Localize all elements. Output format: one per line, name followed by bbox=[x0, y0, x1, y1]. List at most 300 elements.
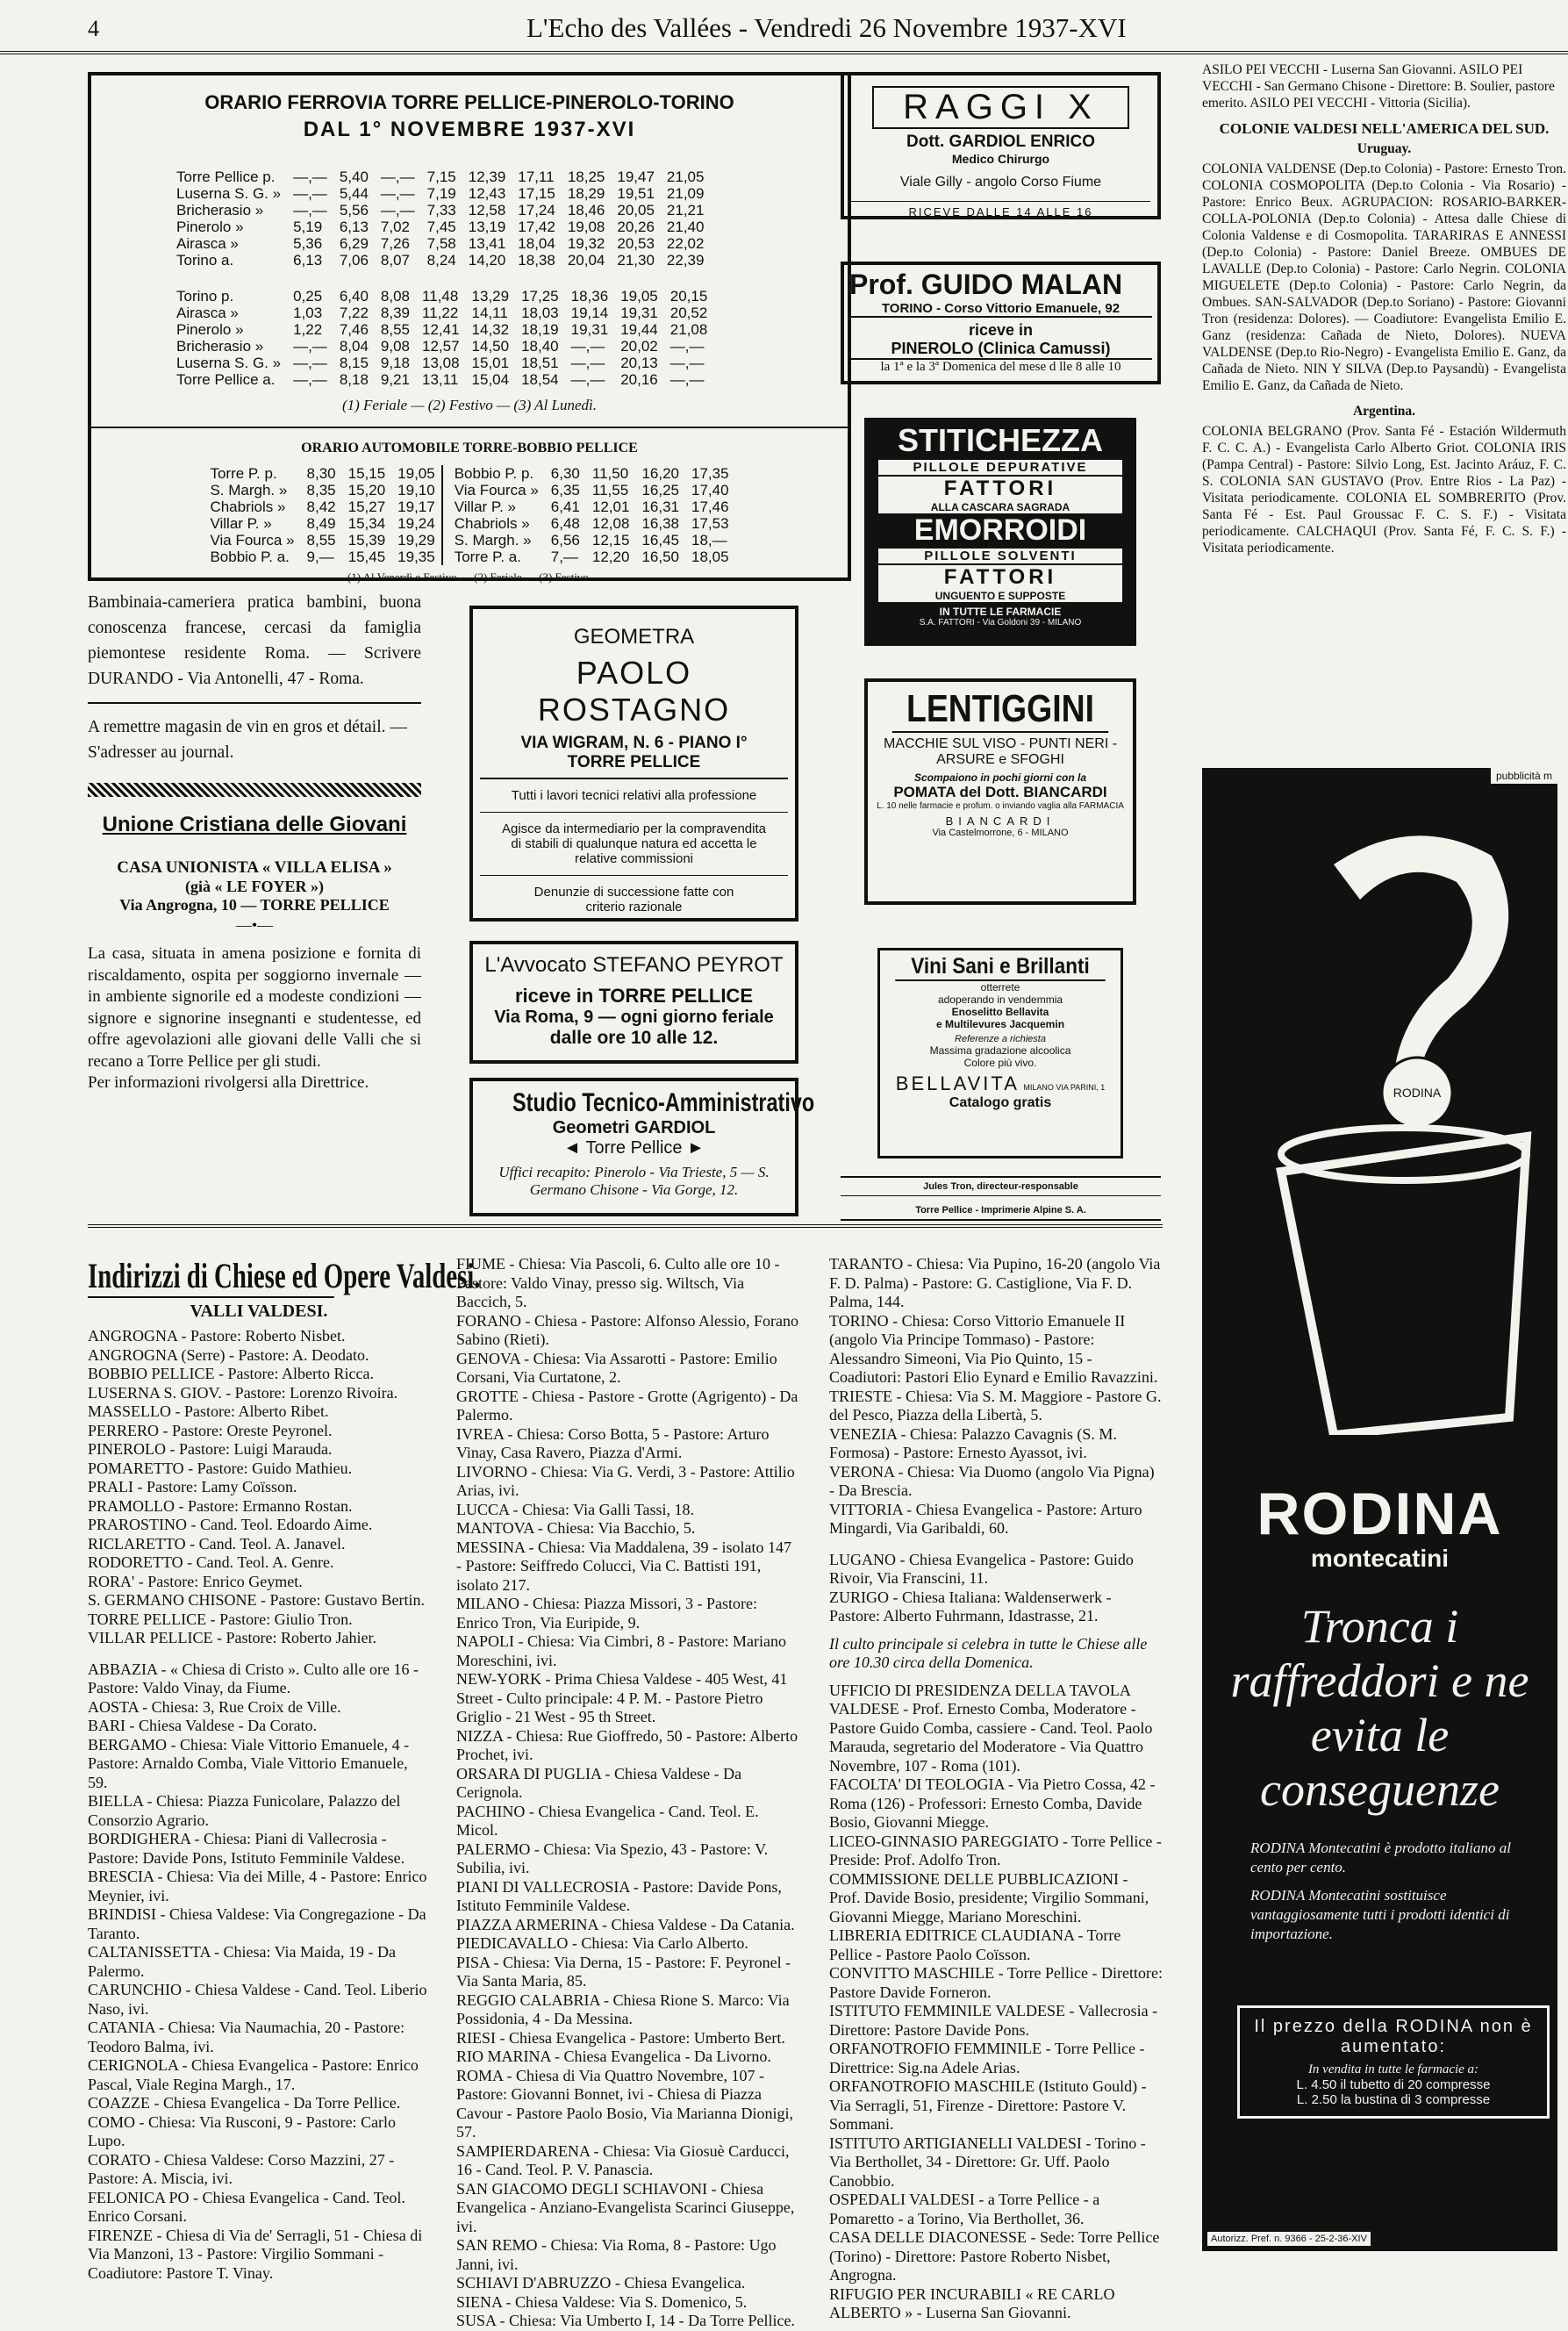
table-row bbox=[170, 321, 713, 338]
table-cell: 1,03 bbox=[293, 305, 323, 321]
table-cell: 19,24 bbox=[397, 515, 435, 532]
table-cell: 8,18 bbox=[339, 371, 369, 388]
list-item: IVREA - Chiesa: Corso Botta, 5 - Pastore: Arturo Vinay, Casa Ravero, Piazza d'Armi. bbox=[456, 1424, 770, 1461]
unione-foyer: (già « LE FOYER ») bbox=[184, 878, 324, 895]
list-item: S. GERMANO CHISONE - Pastore: Gustavo Bertin. bbox=[88, 1591, 425, 1609]
list-chiese-a bbox=[88, 1660, 430, 2284]
table-cell: Torre Pellice p. bbox=[176, 169, 276, 185]
arrow-left-icon: ◄ bbox=[563, 1138, 586, 1158]
imprint bbox=[841, 1176, 1161, 1221]
table-cell: 6,48 bbox=[550, 515, 580, 532]
list-item: RORA' - Pastore: Enrico Geymet. bbox=[88, 1572, 303, 1590]
table-cell: 17,40 bbox=[691, 482, 729, 498]
lentiggini-symptoms: MACCHIE SUL VISO - PUNTI NERI - ARSURE e SFOGHI bbox=[883, 736, 1118, 767]
table-cell: 19,05 bbox=[620, 288, 658, 305]
ad-raggi bbox=[841, 72, 1161, 219]
vini-title: Vini Sani e Brillanti bbox=[895, 954, 1105, 981]
list-item: BERGAMO - Chiesa: Viale Vittorio Emanuele, 4 - Pastore: Arnaldo Comba, Viale Vittorio Emanuele, 59. bbox=[88, 1735, 410, 1791]
geometra-line1: Tutti i lavori tecnici relativi alla professione bbox=[480, 779, 788, 813]
rail-subtitle: DAL 1° NOVEMBRE 1937-XVI bbox=[303, 118, 636, 141]
table-cell: 16,20 bbox=[641, 465, 679, 482]
table-cell: 20,52 bbox=[669, 305, 708, 321]
rail-table-return bbox=[170, 288, 713, 388]
table-cell: 14,50 bbox=[471, 338, 510, 355]
lentiggini-title: LENTIGGINI bbox=[892, 687, 1109, 733]
table-cell: 20,04 bbox=[567, 252, 605, 269]
malan-address: TORINO - Corso Vittorio Emanuele, 92 bbox=[849, 301, 1152, 318]
list-item: NIZZA - Chiesa: Rue Gioffredo, 50 - Pastore: Alberto Prochet, ivi. bbox=[456, 1726, 798, 1763]
table-cell: 9,— bbox=[306, 549, 334, 565]
table-row bbox=[448, 549, 735, 565]
table-cell: 19,29 bbox=[397, 532, 435, 549]
rail-timetable bbox=[88, 72, 851, 584]
table-row bbox=[170, 219, 710, 235]
table-cell: 0,25 bbox=[293, 288, 323, 305]
table-row bbox=[204, 498, 441, 515]
right-column-text bbox=[1202, 61, 1566, 556]
lentiggini-product: POMATA del Dott. BIANCARDI bbox=[893, 784, 1107, 800]
table-cell: 18,40 bbox=[521, 338, 559, 355]
table-cell: 11,55 bbox=[591, 482, 629, 498]
table-cell: 8,55 bbox=[380, 321, 410, 338]
table-cell: —,— bbox=[293, 185, 327, 202]
rail-table-outbound bbox=[170, 169, 710, 269]
malan-days: la 1ª e la 3ª Domenica del mese d lle 8 alle 10 bbox=[849, 358, 1152, 375]
table-row bbox=[170, 185, 710, 202]
geometra-address: VIA WIGRAM, N. 6 - PIANO I° bbox=[520, 734, 748, 752]
list-item: ORSARA DI PUGLIA - Chiesa Valdese - Da Cerignola. bbox=[456, 1764, 742, 1801]
table-cell: 17,11 bbox=[518, 169, 555, 185]
list-item: ISTITUTO ARTIGIANELLI VALDESI - Torino - Via Berthollet, 34 - Direttore: Gr. Uff. Paolo Canobbio. bbox=[829, 2134, 1146, 2190]
table-row bbox=[204, 515, 441, 532]
rodina-slogan: Tronca i raffreddori e ne evita le conseguenze bbox=[1230, 1600, 1529, 1816]
table-cell: 13,41 bbox=[468, 235, 506, 252]
table-cell: 17,24 bbox=[518, 202, 555, 219]
uruguay-list: COLONIA VALDENSE (Dep.to Colonia) - Pastore: Ernesto Tron. COLONIA COSMOPOLITA (Dep.to Colonia - Via Rosario) - Pastore: Enrico Beux. AGRUPACION: ROSARIO-BARKER-COLLA-POLONIA (Dep.to Colonia) - Attesa dalle Chiese di Colonia Valdense e di Cosmopolita. TARARIRAS E ANNESSI (Dep.to Colonia) - Pastore: Daniel Breeze. OMBUES DE LAVALLE (Dep.to Colonia) - Pastore: Carlo Negrin. COLONIA MIGUELETE (Dep.to Colonia) - Pastore: Carlo Negrin, da Ombues. SAN-SALVADOR (Dep.to Soriano) - Pastore: Giovanni Tron (residenza: Dolores). — Coadiutore: Evangelista Emilio E. Ganz (residenza: Cañada de Nieto, Dolores). NUEVA VALDENSE (Dep.to Rio-Negro) - Evangelista Emilio E. Ganz, da Cañada de Nieto. NIN Y SILVA (Dep.to Paysandù) - Evangelista Emilio E. Ganz, da Cañada de Nieto. bbox=[1202, 161, 1566, 393]
list-item: BOBBIO PELLICE - Pastore: Alberto Ricca. bbox=[88, 1365, 374, 1382]
table-cell: Pinerolo » bbox=[176, 321, 244, 338]
table-row bbox=[170, 338, 713, 355]
fattori-farmacie: IN TUTTE LE FARMACIE bbox=[939, 606, 1062, 618]
ad-studio bbox=[469, 1078, 815, 1216]
list-item: CASA DELLE DIACONESSE - Sede: Torre Pellice (Torino) - Direttore: Pastore Roberto Nisbet, Angrogna. bbox=[829, 2228, 1160, 2284]
list-item: CORATO - Chiesa Valdese: Corso Mazzini, 27 - Pastore: A. Miscia, ivi. bbox=[88, 2150, 395, 2187]
list-item: OSPEDALI VALDESI - a Torre Pellice - a Pomaretto - a Torino, Via Berthollet, 36. bbox=[829, 2191, 1100, 2227]
ad-vini bbox=[877, 948, 1123, 1158]
culto-note: Il culto principale si celebra in tutte le Chiese alle ore 10.30 circa della Domenica. bbox=[829, 1634, 1148, 1671]
table-cell: —,— bbox=[293, 202, 327, 219]
table-cell: 19,35 bbox=[397, 549, 435, 565]
table-cell: 13,29 bbox=[471, 288, 510, 305]
table-cell: 18,36 bbox=[570, 288, 609, 305]
table-cell: Villar P. » bbox=[454, 498, 516, 515]
raggi-title: RAGGI X bbox=[872, 86, 1129, 129]
table-cell: —,— bbox=[293, 371, 327, 388]
table-cell: 12,15 bbox=[591, 532, 630, 549]
rodina-brand: RODINA bbox=[1257, 1481, 1503, 1547]
table-cell: 8,04 bbox=[339, 338, 369, 355]
list-item: CARUNCHIO - Chiesa Valdese - Cand. Teol. Liberio Naso, ivi. bbox=[88, 1981, 427, 2018]
table-cell: Torre Pellice a. bbox=[176, 371, 276, 388]
list-item: SUSA - Chiesa: Via Umberto I, 14 - Da Torre Pellice. bbox=[456, 2312, 795, 2329]
studio-title: Studio Tecnico-Amministrativo bbox=[512, 1088, 815, 1117]
fattori-cascara: ALLA CASCARA SAGRADA bbox=[878, 501, 1122, 513]
table-cell: 19,05 bbox=[397, 465, 435, 482]
list-item: TORINO - Chiesa: Corso Vittorio Emanuele II (angolo Via Principe Tommaso) - Pastore: Alessandro Simeoni, Via Pio Quinto, 15 - Coadiutori: Pastori Elio Eynard e Emilio Ravazzini. bbox=[829, 1311, 1158, 1386]
table-cell: 12,01 bbox=[591, 498, 630, 515]
table-cell: 7,— bbox=[550, 549, 578, 565]
table-cell: 6,35 bbox=[550, 482, 580, 498]
table-cell: Torre P. a. bbox=[454, 549, 521, 565]
table-cell: 21,21 bbox=[666, 202, 705, 219]
peyrot-name: L'Avvocato STEFANO PEYROT bbox=[484, 953, 784, 977]
table-cell: 12,20 bbox=[591, 549, 630, 565]
table-row bbox=[448, 465, 735, 482]
table-cell: Chabriols » bbox=[454, 515, 530, 532]
table-cell: —,— bbox=[380, 202, 415, 219]
list-item: VENEZIA - Chiesa: Palazzo Cavagnis (S. M. Formosa) - Pastore: Ernesto Ayassot, ivi. bbox=[829, 1424, 1117, 1461]
table-cell: Pinerolo » bbox=[176, 219, 244, 235]
fattori-address: S.A. FATTORI - Via Goldoni 39 - MILANO bbox=[919, 618, 1082, 628]
table-cell: 9,21 bbox=[380, 371, 410, 388]
list-item: SAN REMO - Chiesa: Via Roma, 8 - Pastore: Ugo Janni, ivi. bbox=[456, 2236, 777, 2273]
table-cell: 19,47 bbox=[617, 169, 655, 185]
vini-catalog: Catalogo gratis bbox=[949, 1095, 1052, 1110]
table-cell: Torino a. bbox=[176, 252, 234, 269]
table-row bbox=[170, 235, 710, 252]
table-cell: 18,05 bbox=[691, 549, 729, 565]
list-item: SAN GIACOMO DEGLI SCHIAVONI - Chiesa Evangelica - Anziano-Evangelista Scarinci Giuseppe, ivi. bbox=[456, 2179, 795, 2235]
malan-clinic: PINEROLO (Clinica Camussi) bbox=[891, 340, 1111, 357]
table-cell: 8,08 bbox=[380, 288, 410, 305]
page-header bbox=[0, 0, 1568, 54]
vini-l6: Referenze a richiesta bbox=[955, 1034, 1046, 1044]
table-cell: 18,51 bbox=[521, 355, 559, 371]
table-cell: —,— bbox=[669, 371, 705, 388]
rodina-text2: RODINA Montecatini sostituisce vantaggiosamente tutti i prodotti identici di importazione. bbox=[1250, 1887, 1510, 1942]
table-cell: —,— bbox=[380, 169, 415, 185]
table-cell: 6,40 bbox=[339, 288, 369, 305]
list-item: SAMPIERDARENA - Chiesa: Via Giosuè Carducci, 16 - Cand. Teol. P. V. Panascia. bbox=[456, 2141, 790, 2178]
list-item: BRESCIA - Chiesa: Via dei Mille, 4 - Pastore: Enrico Meynier, ivi. bbox=[88, 1868, 427, 1904]
table-cell: 19,10 bbox=[397, 482, 435, 498]
newspaper-title: L'Echo des Vallées - Vendredi 26 Novembre 1937-XVI bbox=[526, 12, 1127, 43]
table-row bbox=[170, 371, 713, 388]
list-item: ISTITUTO FEMMINILE VALDESE - Vallecrosia - Direttore: Pastore Davide Pons. bbox=[829, 2002, 1158, 2039]
table-cell: 22,39 bbox=[666, 252, 705, 269]
ad-bambinaia: Bambinaia-cameriera pratica bambini, buona conoscenza francese, cercasi da famiglia piemontese residente Roma. — Scrivere DURANDO - Via Antonelli, 47 - Roma. bbox=[88, 593, 421, 688]
table-cell: Villar P. » bbox=[210, 515, 272, 532]
table-cell: Bobbio P. a. bbox=[210, 549, 290, 565]
raggi-address: Viale Gilly - angolo Corso Fiume bbox=[899, 175, 1102, 190]
table-cell: 8,35 bbox=[306, 482, 336, 498]
table-cell: 16,50 bbox=[641, 549, 679, 565]
table-cell: 7,58 bbox=[426, 235, 456, 252]
unione-casa: CASA UNIONISTA « VILLA ELISA » bbox=[117, 858, 392, 877]
vini-l7: Massima gradazione alcoolica bbox=[929, 1044, 1071, 1057]
table-cell: 15,45 bbox=[347, 549, 386, 565]
vini-l5: e Multilevures Jacquemin bbox=[935, 1018, 1065, 1030]
list-item: ROMA - Chiesa di Via Quattro Novembre, 107 - Pastore: Giovanni Bonnet, ivi - Chiesa di Piazza Cavour - Pastore Paolo Bosio, Via Marianna Dionigi, 57. bbox=[456, 2066, 794, 2141]
fattori-unguento: UNGUENTO E SUPPOSTE bbox=[878, 590, 1122, 602]
malan-name: Prof. GUIDO MALAN bbox=[849, 269, 1123, 300]
list-item: LIVORNO - Chiesa: Via G. Verdi, 3 - Pastore: Attilio Arias, ivi. bbox=[456, 1462, 795, 1499]
table-cell: 8,07 bbox=[380, 252, 410, 269]
imprint-director: Jules Tron, directeur-responsable bbox=[841, 1176, 1161, 1196]
rodina-pill-label: RODINA bbox=[1393, 1086, 1442, 1100]
studio-city: Torre Pellice bbox=[585, 1138, 683, 1158]
ad-geometra bbox=[469, 606, 798, 922]
list-item: COMMISSIONE DELLE PUBBLICAZIONI - Prof. Davide Bosio, presidente; Virgilio Sommani, Giovanni Miegge, Mariano Moreschini. bbox=[829, 1869, 1149, 1926]
table-row bbox=[204, 465, 441, 482]
table-cell: 15,15 bbox=[347, 465, 386, 482]
peyrot-line3: dalle ore 10 alle 12. bbox=[549, 1028, 719, 1048]
argentina-list: COLONIA BELGRANO (Prov. Santa Fé - Estación Wildermuth F. C. C. A.) - Evangelista Carlo Alberto Griot. COLONIA IRIS (Pampa Central) - Pastore: Silvio Long, Est. Jacinto Aráuz, F. C. S. COLONIA SAN GUSTAVO (Prov. Entre Rios - La Paz) - Visitata periodicamente. COLONIA EL SOMBRERITO (Prov. Santa Fé - Est. Paul Groussac F. C. S. F.) - Visitata periodicamente. CALCHAQUI (Prov. Santa Fé, F. C. S. F.) - Visitata periodicamente. bbox=[1202, 424, 1566, 556]
table-row bbox=[170, 169, 710, 185]
list-item: LUSERNA S. GIOV. - Pastore: Lorenzo Rivoira. bbox=[88, 1383, 398, 1402]
list-item: BARI - Chiesa Valdese - Da Corato. bbox=[88, 1717, 318, 1734]
vini-l8: Colore più vivo. bbox=[963, 1057, 1037, 1069]
geometra-line2: Agisce da intermediario per la compravendita di stabili di qualunque natura ed accetta le relative commissioni bbox=[480, 813, 788, 876]
rodina-tag: pubblicità m bbox=[1491, 768, 1557, 784]
table-row bbox=[204, 532, 441, 549]
list-estero bbox=[829, 1551, 1163, 1626]
list-item: COMO - Chiesa: Via Rusconi, 9 - Pastore: Carlo Lupo. bbox=[88, 2112, 397, 2149]
page-number: 4 bbox=[88, 16, 99, 41]
fattori-brand2: FATTORI bbox=[878, 565, 1122, 590]
table-cell: 8,24 bbox=[426, 252, 456, 269]
list-item: ORFANOTROFIO MASCHILE (Istituto Gould) - Via Serragli, 51, Firenze - Direttore: Pastore V. Sommani. bbox=[829, 2077, 1147, 2133]
table-cell: 18,03 bbox=[521, 305, 559, 321]
list-item: RODORETTO - Cand. Teol. A. Genre. bbox=[88, 1553, 334, 1571]
list-item: ANGROGNA - Pastore: Roberto Nisbet. bbox=[88, 1327, 346, 1345]
rodina-price-l1: In vendita in tutte le farmacie a: bbox=[1307, 2062, 1479, 2076]
table-cell: Torino p. bbox=[176, 288, 234, 305]
list-item: LUCCA - Chiesa: Via Galli Tassi, 18. bbox=[456, 1500, 694, 1518]
unione-title: Unione Cristiana delle Giovani bbox=[102, 813, 407, 836]
list-item: GROTTE - Chiesa - Pastore - Grotte (Agrigento) - Da Palermo. bbox=[456, 1387, 798, 1424]
table-cell: 18,38 bbox=[518, 252, 555, 269]
table-row bbox=[204, 482, 441, 498]
bus-table-outbound bbox=[204, 465, 442, 565]
list-item: PACHINO - Chiesa Evangelica - Cand. Teol. E. Micol. bbox=[456, 1802, 759, 1839]
rail-title: ORARIO FERROVIA TORRE PELLICE-PINEROLO-TORINO bbox=[204, 91, 734, 113]
list-item: PRAROSTINO - Cand. Teol. Edoardo Aime. bbox=[88, 1516, 373, 1533]
table-row bbox=[448, 515, 735, 532]
list-item: SCHIAVI D'ABRUZZO - Chiesa Evangelica. bbox=[456, 2274, 746, 2292]
list-item: CALTANISSETTA - Chiesa: Via Maida, 19 - Da Palermo. bbox=[88, 1943, 396, 1980]
list-item: MASSELLO - Pastore: Alberto Ribet. bbox=[88, 1402, 329, 1420]
unione-info: Per informazioni rivolgersi alla Direttrice. bbox=[88, 1073, 369, 1092]
table-cell: 17,15 bbox=[518, 185, 555, 202]
table-row bbox=[170, 202, 710, 219]
table-cell: 16,31 bbox=[641, 498, 679, 515]
list-item: COAZZE - Chiesa Evangelica - Da Torre Pellice. bbox=[88, 2094, 401, 2112]
indirizzi-section bbox=[88, 1255, 1163, 2329]
table-row bbox=[170, 288, 713, 305]
table-cell: —,— bbox=[380, 185, 415, 202]
table-cell: Bobbio P. p. bbox=[454, 465, 534, 482]
geometra-city: TORRE PELLICE bbox=[480, 753, 788, 779]
table-cell: 18,46 bbox=[567, 202, 605, 219]
table-cell: 12,39 bbox=[468, 169, 506, 185]
table-cell: 6,29 bbox=[339, 235, 369, 252]
table-cell: 13,11 bbox=[422, 371, 459, 388]
table-cell: Airasca » bbox=[176, 235, 239, 252]
list-item: CERIGNOLA - Chiesa Evangelica - Pastore: Enrico Pascal, Viale Regina Margh., 17. bbox=[88, 2056, 419, 2093]
table-cell: 15,04 bbox=[471, 371, 510, 388]
list-item: TARANTO - Chiesa: Via Pupino, 16-20 (angolo Via F. D. Palma) - Pastore: G. Castiglione, Via F. D. Palma, 144. bbox=[829, 1255, 1161, 1310]
table-cell: 8,55 bbox=[306, 532, 336, 549]
table-cell: 12,41 bbox=[422, 321, 460, 338]
table-cell: —,— bbox=[570, 371, 605, 388]
table-cell: —,— bbox=[669, 355, 705, 371]
table-cell: 19,31 bbox=[620, 305, 658, 321]
table-cell: 20,53 bbox=[617, 235, 655, 252]
table-cell: 14,11 bbox=[471, 305, 508, 321]
section-rule bbox=[88, 1224, 1163, 1228]
table-cell: 19,44 bbox=[620, 321, 658, 338]
list-item: RIFUGIO PER INCURABILI « RE CARLO ALBERTO » - Luserna San Giovanni. bbox=[829, 2284, 1115, 2321]
list-item: CATANIA - Chiesa: Via Naumachia, 20 - Pastore: Teodoro Balma, ivi. bbox=[88, 2019, 405, 2055]
list-item: ANGROGNA (Serre) - Pastore: A. Deodato. bbox=[88, 1345, 369, 1364]
table-cell: 20,16 bbox=[620, 371, 658, 388]
vini-l4: Enoselitto Bellavita bbox=[951, 1006, 1049, 1018]
table-cell: 11,50 bbox=[591, 465, 629, 482]
rodina-authorization: Autorizz. Pref. n. 9366 - 25-2-36-XIV bbox=[1207, 2232, 1371, 2246]
list-item: PINEROLO - Pastore: Luigi Marauda. bbox=[88, 1440, 333, 1458]
table-cell: 16,45 bbox=[641, 532, 679, 549]
table-cell: Luserna S. G. » bbox=[176, 185, 282, 202]
table-cell: 5,44 bbox=[339, 185, 369, 202]
list-item: BIELLA - Chiesa: Piazza Funicolare, Palazzo del Consorzio Agrario. bbox=[88, 1792, 401, 1829]
rodina-text1: RODINA Montecatini è prodotto italiano al cento per cento. bbox=[1250, 1840, 1512, 1876]
list-item: ABBAZIA - « Chiesa di Cristo ». Culto alle ore 16 - Pastore: Valdo Vinay, da Fiume. bbox=[88, 1660, 419, 1696]
geometra-name: PAOLO ROSTAGNO bbox=[537, 655, 731, 728]
list-item: GENOVA - Chiesa: Via Assarotti - Pastore: Emilio Corsani, Via Curtatone, 2. bbox=[456, 1349, 777, 1386]
table-cell: 6,30 bbox=[550, 465, 580, 482]
table-cell: 22,02 bbox=[666, 235, 705, 252]
list-item: MILANO - Chiesa: Piazza Missori, 3 - Pastore: Enrico Tron, Via Euripide, 9. bbox=[456, 1595, 757, 1632]
table-cell: 18,25 bbox=[567, 169, 605, 185]
list-item: LIBRERIA EDITRICE CLAUDIANA - Torre Pellice - Pastore Paolo Coïsson. bbox=[829, 1926, 1121, 1963]
list-item: POMARETTO - Pastore: Guido Mathieu. bbox=[88, 1459, 353, 1477]
fattori-brand1: FATTORI bbox=[878, 477, 1122, 501]
table-cell: 18,— bbox=[691, 532, 727, 549]
table-cell: 20,26 bbox=[617, 219, 655, 235]
left-classifieds bbox=[88, 590, 421, 1094]
unione-body: La casa, situata in amena posizione e fornita di riscaldamento, ospita per soggiorno invernale — in ambiente signorile ed a modeste condizioni — signore e signorine insegnanti e studentesse, ed offre agevolazioni alle giovani delle Valli che si recano a Torre Pellice per gli studi. bbox=[88, 944, 421, 1071]
list-item: FACOLTA' DI TEOLOGIA - Via Pietro Cossa, 42 - Roma (126) - Professori: Ernesto Comba, Davide Bosio, Giovanni Miegge. bbox=[829, 1775, 1156, 1831]
list-item: ZURIGO - Chiesa Italiana: Waldenserwerk - Pastore: Alberto Fuhrmann, Idastrasse, 21. bbox=[829, 1588, 1112, 1625]
table-cell: 19,51 bbox=[617, 185, 655, 202]
unione-ornament: —•— bbox=[235, 916, 274, 934]
table-cell: 7,06 bbox=[339, 252, 369, 269]
table-cell: 6,41 bbox=[550, 498, 580, 515]
table-cell: 7,15 bbox=[426, 169, 456, 185]
vini-address: MILANO VIA PARINI, 1 bbox=[1023, 1083, 1106, 1092]
table-cell: 12,08 bbox=[591, 515, 630, 532]
table-cell: 8,49 bbox=[306, 515, 336, 532]
table-cell: 18,04 bbox=[518, 235, 555, 252]
table-cell: Chabriols » bbox=[210, 498, 286, 515]
vini-l3: adoperando in vendemmia bbox=[937, 993, 1063, 1006]
rodina-price-l3: L. 2.50 la bustina di 3 compresse bbox=[1296, 2092, 1491, 2107]
table-row bbox=[204, 549, 441, 565]
list-chiese-b bbox=[456, 1255, 798, 2331]
list-item: NEW-YORK - Prima Chiesa Valdese - 405 West, 41 Street - Culto principale: 4 P. M. - Pastore Pietro Griglio - 21 West - 95 th Street. bbox=[456, 1670, 788, 1725]
table-cell: 19,17 bbox=[397, 498, 435, 515]
table-cell: 12,58 bbox=[468, 202, 506, 219]
table-cell: 21,30 bbox=[617, 252, 655, 269]
divider-pattern bbox=[88, 783, 421, 797]
table-cell: —,— bbox=[293, 169, 327, 185]
list-item: PALERMO - Chiesa: Via Spezio, 43 - Pastore: V. Subilia, ivi. bbox=[456, 1840, 769, 1876]
rodina-illustration bbox=[1202, 803, 1557, 1435]
table-cell: Bricherasio » bbox=[176, 338, 264, 355]
list-item: PIAZZA ARMERINA - Chiesa Valdese - Da Catania. bbox=[456, 1915, 795, 1933]
fattori-pillole2: PILLOLE SOLVENTI bbox=[878, 549, 1122, 563]
list-item: VITTORIA - Chiesa Evangelica - Pastore: Arturo Mingardi, Via Garibaldi, 60. bbox=[829, 1500, 1142, 1537]
rail-note: (1) Feriale — (2) Festivo — (3) Al Lunedì. bbox=[341, 397, 598, 413]
list-item: CONVITTO MASCHILE - Torre Pellice - Direttore: Pastore Davide Forneron. bbox=[829, 1964, 1163, 2001]
list-item: RIESI - Chiesa Evangelica - Pastore: Umberto Bert. bbox=[456, 2028, 785, 2047]
table-cell: 17,42 bbox=[518, 219, 555, 235]
table-cell: 17,53 bbox=[691, 515, 729, 532]
bus-title: ORARIO AUTOMOBILE TORRE-BOBBIO PELLICE bbox=[301, 441, 638, 455]
fattori-pillole1: PILLOLE DEPURATIVE bbox=[878, 460, 1122, 475]
raggi-hours: RICEVE DALLE 14 ALLE 16 bbox=[851, 201, 1150, 219]
table-cell: 13,08 bbox=[422, 355, 460, 371]
valli-heading: VALLI VALDESI. bbox=[190, 1302, 328, 1321]
table-row bbox=[170, 355, 713, 371]
list-chiese-c bbox=[829, 1255, 1163, 1538]
table-cell: 5,56 bbox=[339, 202, 369, 219]
geometra-line3: Denunzie di successione fatte con criterio razionale bbox=[533, 885, 734, 914]
table-cell: 7,45 bbox=[426, 219, 456, 235]
list-item: UFFICIO DI PRESIDENZA DELLA TAVOLA VALDESE - Prof. Ernesto Comba, Moderatore - Pastore Guido Comba, cassiere - Cand. Teol. Paolo Marauda, segretario del Moderatore - Via Quattro Novembre, 107 - Roma (101). bbox=[829, 1681, 1153, 1775]
table-cell: 15,20 bbox=[347, 482, 386, 498]
table-cell: S. Margh. » bbox=[210, 482, 288, 498]
list-item: REGGIO CALABRIA - Chiesa Rione S. Marco: Via Possidonia, 4 - Da Messina. bbox=[456, 1990, 790, 2027]
table-cell: 8,30 bbox=[306, 465, 336, 482]
ad-malan bbox=[841, 262, 1161, 384]
list-item: TORRE PELLICE - Pastore: Giulio Tron. bbox=[88, 1610, 353, 1628]
table-cell: 14,20 bbox=[468, 252, 506, 269]
table-cell: 17,46 bbox=[691, 498, 729, 515]
table-row bbox=[448, 482, 735, 498]
table-cell: 7,46 bbox=[339, 321, 369, 338]
table-cell: —,— bbox=[570, 338, 605, 355]
table-cell: 15,27 bbox=[347, 498, 386, 515]
list-item: AOSTA - Chiesa: 3, Rue Croix de Ville. bbox=[88, 1697, 341, 1716]
list-item: ORFANOTROFIO FEMMINILE - Torre Pellice - Direttrice: Sig.na Adele Arias. bbox=[829, 2040, 1145, 2076]
list-item: PIANI DI VALLECROSIA - Pastore: Davide Pons, Istituto Femminile Valdese. bbox=[456, 1877, 782, 1914]
table-cell: 16,25 bbox=[641, 482, 679, 498]
table-cell: 19,31 bbox=[570, 321, 609, 338]
table-cell: —,— bbox=[293, 338, 327, 355]
table-cell: Via Fourca » bbox=[454, 482, 539, 498]
table-cell: 12,57 bbox=[422, 338, 460, 355]
table-cell: 19,14 bbox=[570, 305, 609, 321]
table-cell: 12,43 bbox=[468, 185, 506, 202]
ad-rodina bbox=[1202, 768, 1557, 2251]
vini-l2: otterrete bbox=[980, 981, 1020, 993]
fattori-stitichezza: STITICHEZZA bbox=[898, 422, 1103, 458]
list-item: FIUME - Chiesa: Via Pascoli, 6. Culto alle ore 10 - Pastore: Valdo Vinay, presso sig. Wiltsch, Via Baccich, 5. bbox=[456, 1255, 780, 1310]
table-cell: 6,13 bbox=[293, 252, 323, 269]
table-cell: 20,02 bbox=[620, 338, 658, 355]
